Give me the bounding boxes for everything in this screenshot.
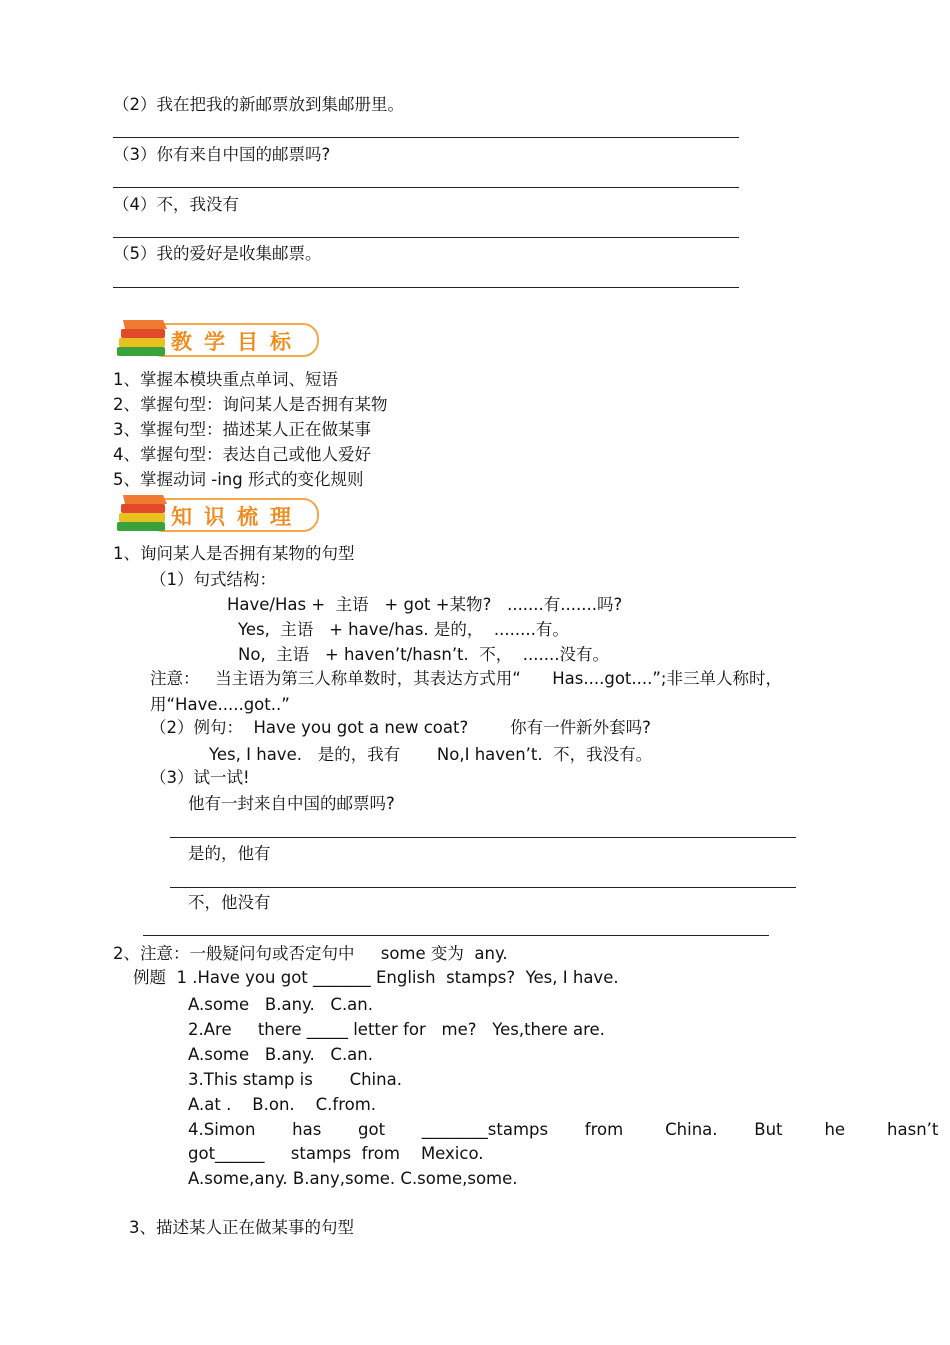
answer-line	[113, 187, 739, 188]
answer-line	[113, 137, 739, 138]
note-line: 用“Have.....got..”	[150, 695, 290, 714]
example-question: 2.Are there _____ letter for me? Yes,there are.	[188, 1020, 605, 1039]
struct-line: Yes, 主语 + have/has. 是的， ........有。	[238, 620, 569, 639]
answer-line	[113, 237, 739, 238]
banner-title: 教学目标	[171, 330, 303, 354]
example-line: Yes, I have. 是的，我有 No,I haven’t. 不，我没有。	[209, 745, 653, 764]
try-label: （3）试一试!	[150, 768, 250, 787]
example-options: A.at . B.on. C.from.	[188, 1095, 377, 1114]
note-line: 注意： 当主语为第三人称单数时，其表达方式用“ Has....got....”;非三单人称时，	[150, 669, 782, 688]
example-label: （2）例句： Have you got a new coat? 你有一件新外套吗?	[150, 718, 651, 737]
struct-label: （1）句式结构：	[150, 570, 276, 589]
answer-line	[143, 935, 769, 936]
banner-title: 知识梳理	[171, 505, 303, 529]
example-question: 例题 1 .Have you got _______ English stamps? Yes, I have.	[133, 968, 619, 987]
goal-item: 1、掌握本模块重点单词、短语	[113, 370, 338, 389]
example-options: A.some B.any. C.an.	[188, 1045, 373, 1064]
goal-item: 2、掌握句型：询问某人是否拥有某物	[113, 395, 388, 414]
try-question: 不，他没有	[188, 893, 271, 912]
example-question: 3.This stamp is China.	[188, 1070, 402, 1089]
section3-heading: 3、描述某人正在做某事的句型	[129, 1218, 354, 1237]
books-icon	[113, 317, 173, 363]
exercise-q4: （4）不，我没有	[113, 195, 239, 214]
example-options: A.some,any. B.any,some. C.some,some.	[188, 1169, 518, 1188]
exercise-q5: （5）我的爱好是收集邮票。	[113, 244, 322, 263]
exercise-q2: （2）我在把我的新邮票放到集邮册里。	[113, 95, 404, 114]
example-options: A.some B.any. C.an.	[188, 995, 373, 1014]
answer-line	[170, 887, 796, 888]
answer-line	[170, 837, 796, 838]
struct-line: No, 主语 + haven’t/hasn’t. 不， .......没有。	[238, 645, 609, 664]
struct-line: Have/Has + 主语 + got +某物? .......有.......吗?	[227, 595, 623, 614]
example-question: 4.Simon has got ________stamps from China. But he hasn’t	[188, 1120, 939, 1139]
example-question: got______ stamps from Mexico.	[188, 1144, 484, 1163]
section1-heading: 1、询问某人是否拥有某物的句型	[113, 544, 355, 563]
answer-line	[113, 287, 739, 288]
section2-heading: 2、注意：一般疑问句或否定句中 some 变为 any.	[113, 944, 508, 963]
books-icon	[113, 492, 173, 538]
section-banner-knowledge-review	[113, 492, 323, 536]
try-question: 是的，他有	[188, 844, 271, 863]
goal-item: 5、掌握动词 -ing 形式的变化规则	[113, 470, 364, 489]
exercise-q3: （3）你有来自中国的邮票吗?	[113, 145, 331, 164]
goal-item: 3、掌握句型：描述某人正在做某事	[113, 420, 371, 439]
try-question: 他有一封来自中国的邮票吗?	[188, 794, 395, 813]
goal-item: 4、掌握句型：表达自己或他人爱好	[113, 445, 371, 464]
section-banner-teaching-goals	[113, 317, 323, 361]
